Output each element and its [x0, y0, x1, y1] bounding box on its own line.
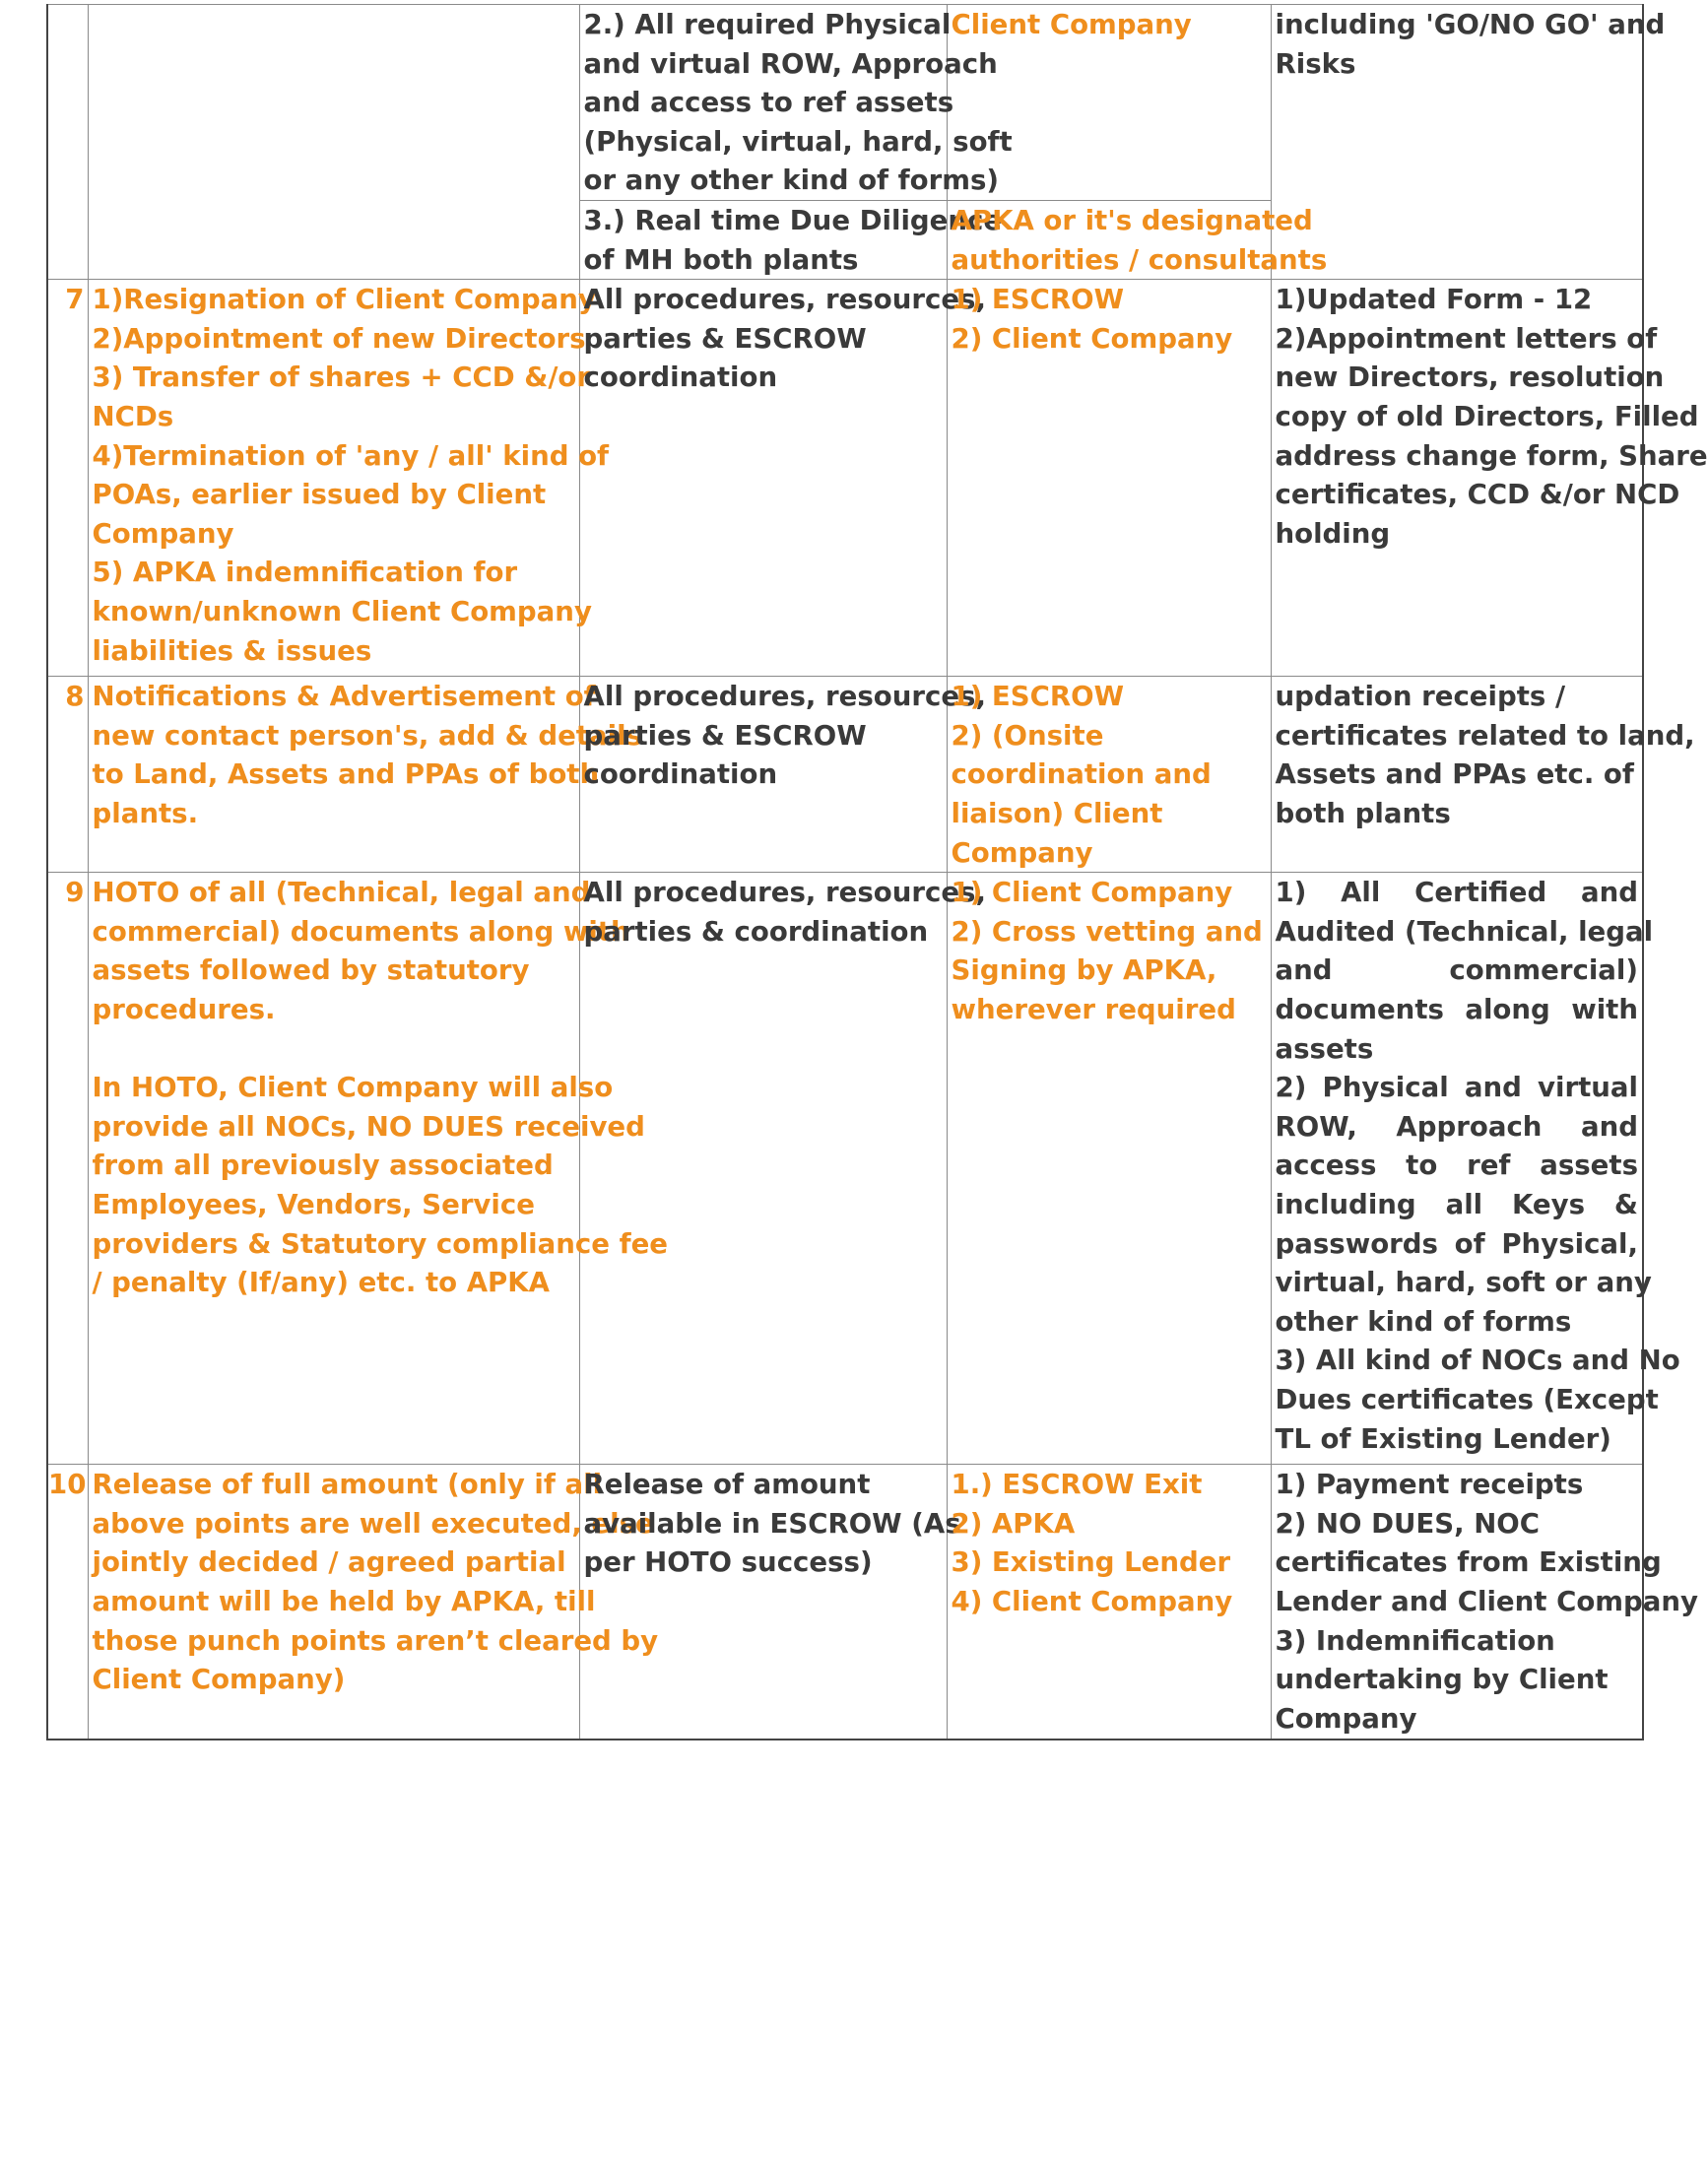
continuation-table — [46, 4, 1708, 1740]
cell-line: Audited (Technical, legal — [1275, 914, 1654, 948]
cell-line: updation receipts / — [1275, 680, 1566, 713]
cell-line: plants. — [92, 796, 199, 829]
cell-line: 2)Appointment letters of — [1275, 321, 1658, 355]
documents-cell — [1271, 280, 1708, 677]
cell-line: All procedures, resources, — [583, 876, 986, 909]
cell-line: both plants — [1275, 796, 1451, 829]
cell-line: 4)Termination of 'any / all' kind of — [92, 438, 610, 472]
table-row — [47, 873, 1643, 1465]
cell-line: jointly decided / agreed partial — [92, 1545, 566, 1579]
cell-line: Risks — [1275, 46, 1356, 80]
responsibility-cell — [947, 873, 1271, 1465]
documents-cell — [1271, 677, 1695, 873]
cell-line: Client Company — [951, 8, 1192, 40]
cell-line: known/unknown Client Company — [92, 594, 592, 627]
cell-line: 2) Physical and virtual — [1275, 1071, 1638, 1104]
responsibility-cell — [947, 280, 1271, 677]
cell-line: 2.) All required Physical — [583, 8, 952, 40]
cell-line: passwords of Physical, — [1275, 1226, 1638, 1260]
cell-line: or any other kind of forms) — [583, 164, 999, 197]
cell-line: 2) APKA — [951, 1506, 1076, 1540]
cell-line: and commercial) — [1275, 953, 1638, 987]
cell-line: All procedures, resources, — [583, 680, 986, 713]
cell-line: 2) Cross vetting and — [951, 914, 1263, 948]
action-cell — [579, 677, 986, 873]
cell-line: NCDs — [92, 399, 174, 432]
cell-line: 3) Transfer of shares + CCD &/or — [92, 361, 590, 394]
cell-line: to Land, Assets and PPAs of both — [92, 757, 600, 791]
cell-line: 1) Client Company — [951, 876, 1233, 909]
cell-line: POAs, earlier issued by Client — [92, 478, 547, 511]
cell-line: Assets and PPAs etc. of — [1275, 757, 1634, 791]
row-number: 9 — [47, 873, 88, 1465]
cell-line: holding — [1275, 516, 1391, 550]
cell-line: and access to ref assets — [583, 86, 954, 119]
cell-line: parties & coordination — [583, 914, 929, 948]
table-row — [47, 1465, 1643, 1740]
cell-line: amount will be held by APKA, till — [92, 1584, 596, 1617]
cell-line: certificates related to land, — [1275, 718, 1695, 752]
cell-line: HOTO of all (Technical, legal and — [92, 876, 591, 909]
cell-line: 1)Resignation of Client Company — [92, 283, 596, 316]
cell-line: 5) APKA indemnification for — [92, 556, 518, 589]
cell-line: above points are well executed, else — [92, 1506, 654, 1540]
activity-cell — [88, 677, 642, 873]
cell-line: Client Company) — [92, 1663, 346, 1696]
action-cell — [579, 280, 986, 677]
cell-line: assets followed by statutory — [92, 953, 530, 987]
cell-line: Company — [92, 516, 234, 550]
action-subcell — [580, 201, 1003, 279]
action-cell — [579, 5, 1013, 280]
cell-line: 3) Existing Lender — [951, 1545, 1231, 1579]
activity-cell — [88, 280, 610, 677]
cell-line: parties & ESCROW — [583, 321, 867, 355]
cell-line: procedures. — [92, 992, 276, 1025]
activity-cell — [88, 5, 579, 280]
cell-line: of MH both plants — [583, 242, 859, 276]
cell-line: 1.) ESCROW Exit — [951, 1468, 1203, 1501]
cell-line: 3) All kind of NOCs and No — [1275, 1344, 1680, 1377]
cell-line: 1) ESCROW — [951, 680, 1125, 713]
action-cell — [579, 873, 986, 1465]
cell-line: including all Keys & — [1275, 1187, 1638, 1220]
table-row — [47, 5, 1643, 280]
activity-cell — [88, 1465, 659, 1740]
cell-line: 2) Client Company — [951, 321, 1233, 355]
cell-line: new Directors, resolution — [1275, 361, 1665, 394]
cell-line: certificates, CCD &/or NCD — [1275, 478, 1680, 511]
cell-line: All procedures, resources, — [583, 283, 986, 316]
cell-line: Employees, Vendors, Service — [92, 1187, 535, 1220]
cell-line: coordination and — [951, 757, 1212, 791]
row-number: 10 — [47, 1465, 88, 1740]
responsibility-subcell — [948, 201, 1328, 279]
cell-line: and virtual ROW, Approach — [583, 46, 998, 80]
table-row — [47, 280, 1643, 677]
cell-line: virtual, hard, soft or any — [1275, 1266, 1652, 1299]
cell-line: Dues certificates (Except — [1275, 1382, 1659, 1415]
documents-cell — [1271, 5, 1666, 280]
paragraph-gap — [93, 1029, 575, 1069]
cell-line: 2) NO DUES, NOC — [1275, 1506, 1541, 1540]
cell-line: new contact person's, add & details — [92, 718, 642, 752]
cell-line: ROW, Approach and — [1275, 1109, 1638, 1143]
cell-line: access to ref assets — [1275, 1149, 1638, 1182]
cell-line: Company — [951, 835, 1093, 869]
cell-line: TL of Existing Lender) — [1275, 1421, 1611, 1455]
cell-line: per HOTO success) — [583, 1545, 873, 1579]
cell-line: 3) Indemnification — [1275, 1623, 1555, 1657]
cell-line: 3.) Real time Due Diligence — [583, 204, 1003, 236]
cell-line: including 'GO/NO GO' and — [1275, 8, 1666, 40]
cell-line: 1) All Certified and — [1275, 876, 1638, 909]
cell-line: assets — [1275, 1031, 1374, 1065]
cell-line: providers & Statutory compliance fee — [92, 1226, 669, 1260]
responsibility-cell — [947, 1465, 1271, 1740]
row-number: 7 — [47, 280, 88, 677]
cell-line: commercial) documents along with — [92, 914, 630, 948]
cell-line: liabilities & issues — [92, 633, 372, 667]
cell-line: Lender and Client Company — [1275, 1584, 1699, 1617]
action-subcell — [580, 5, 1013, 201]
cell-line: 1)Updated Form - 12 — [1275, 283, 1593, 316]
cell-line: available in ESCROW (As — [583, 1506, 961, 1540]
row-number — [47, 5, 88, 280]
table-row — [47, 677, 1643, 873]
cell-line: 1) Payment receipts — [1275, 1468, 1584, 1501]
cell-line: (Physical, virtual, hard, soft — [583, 124, 1013, 158]
activity-cell — [88, 873, 669, 1465]
cell-line: documents along with — [1275, 992, 1638, 1025]
cell-line: coordination — [583, 361, 778, 394]
responsibility-cell — [947, 677, 1271, 873]
cell-line: authorities / consultants — [951, 242, 1328, 276]
cell-line: those punch points aren’t cleared by — [92, 1623, 659, 1657]
cell-line: wherever required — [951, 992, 1236, 1025]
cell-line: Release of full amount (only if all — [92, 1468, 603, 1501]
cell-line: other kind of forms — [1275, 1304, 1572, 1338]
cell-line: liaison) Client — [951, 796, 1163, 829]
cell-line: Notifications & Advertisement of — [92, 680, 596, 713]
cell-line: copy of old Directors, Filled — [1275, 399, 1699, 432]
action-cell — [579, 1465, 961, 1740]
cell-line: 2)Appointment of new Directors — [92, 321, 586, 355]
cell-line: parties & ESCROW — [583, 718, 867, 752]
cell-line: certificates from Existing — [1275, 1545, 1662, 1579]
cell-line: 4) Client Company — [951, 1584, 1233, 1617]
cell-line: address change form, Share — [1275, 438, 1708, 472]
cell-line: undertaking by Client — [1275, 1663, 1609, 1696]
cell-line: / penalty (If/any) etc. to APKA — [92, 1266, 551, 1299]
cell-line: 2) (Onsite — [951, 718, 1104, 752]
cell-line: Release of amount — [583, 1468, 871, 1501]
cell-line: Company — [1275, 1701, 1417, 1735]
cell-line: APKA or it's designated — [951, 204, 1313, 236]
documents-cell — [1271, 1465, 1699, 1740]
cell-line: from all previously associated — [92, 1149, 554, 1182]
documents-cell — [1271, 873, 1680, 1465]
cell-line: provide all NOCs, NO DUES received — [92, 1109, 645, 1143]
cell-line: coordination — [583, 757, 778, 791]
cell-line: 1) ESCROW — [951, 283, 1125, 316]
row-number: 8 — [47, 677, 88, 873]
cell-line: Signing by APKA, — [951, 953, 1217, 987]
cell-line: In HOTO, Client Company will also — [92, 1071, 614, 1104]
